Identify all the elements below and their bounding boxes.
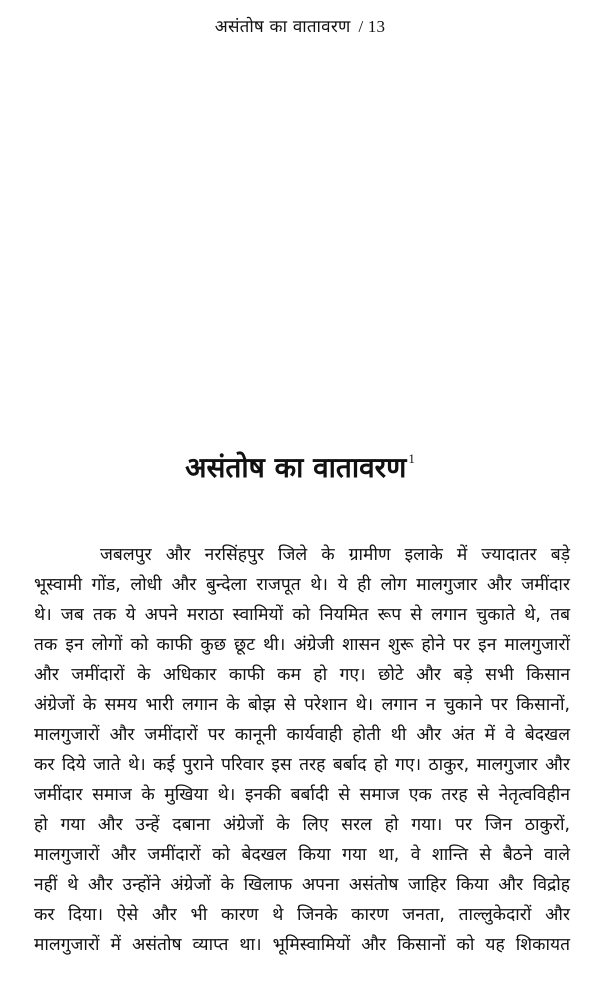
- text-line: कर दिये जाते थे। कई पुराने परिवार इस तरह बर्बाद हो गए। ठाकुर, मालगुजार और: [34, 755, 570, 775]
- text-line: तक इन लोगों को काफी कुछ छूट थी। अंग्रेजी शासन शुरू होने पर इन मालगुजारों: [34, 635, 570, 655]
- running-header: [0, 14, 600, 37]
- text-line: अंग्रेजों के समय भारी लगान के बोझ से परेशान थे। लगान न चुकाने पर किसानों,: [34, 695, 570, 715]
- text-line: मालगुजारों में असंतोष व्याप्त था। भूमिस्वामियों और किसानों को यह शिकायत: [34, 935, 570, 955]
- running-title: असंतोष का वातावरण: [214, 17, 351, 37]
- text-line: और जमींदारों के अधिकार काफी कम हो गए। छोटे और बड़े सभी किसान: [34, 665, 570, 685]
- page-number: / 13: [358, 17, 386, 36]
- text-line: भूस्वामी गोंड, लोधी और बुन्देला राजपूत थे। ये ही लोग मालगुजार और जमींदार: [34, 575, 570, 595]
- text-line: मालगुजारों और जमींदारों को बेदखल किया गया था, वे शान्ति से बैठने वाले: [34, 845, 570, 865]
- body-text: [34, 540, 570, 960]
- text-line: कर दिया। ऐसे और भी कारण थे जिनके कारण जनता, ताल्लुकेदारों और: [34, 905, 570, 925]
- footnote-marker: 1: [408, 451, 415, 466]
- chapter-title-text: असंतोष का वातावरण: [185, 451, 407, 484]
- text-line: जमींदार समाज के मुखिया थे। इनकी बर्बादी से समाज एक तरह से नेतृत्वविहीन: [34, 785, 570, 805]
- text-line: मालगुजारों और जमींदारों पर कानूनी कार्यवाही होती थी और अंत में वे बेदखल: [34, 725, 570, 745]
- chapter-title: [0, 448, 600, 486]
- text-line: हो गया और उन्हें दबाना अंग्रेजों के लिए सरल हो गया। पर जिन ठाकुरों,: [34, 815, 570, 835]
- text-line: जबलपुर और नरसिंहपुर जिले के ग्रामीण इलाके में ज्यादातर बड़े: [100, 545, 570, 565]
- text-line: नहीं थे और उन्होंने अंग्रेजों के खिलाफ अपना असंतोष जाहिर किया और विद्रोह: [34, 875, 570, 895]
- text-line: थे। जब तक ये अपने मराठा स्वामियों को नियमित रूप से लगान चुकाते थे, तब: [34, 605, 570, 625]
